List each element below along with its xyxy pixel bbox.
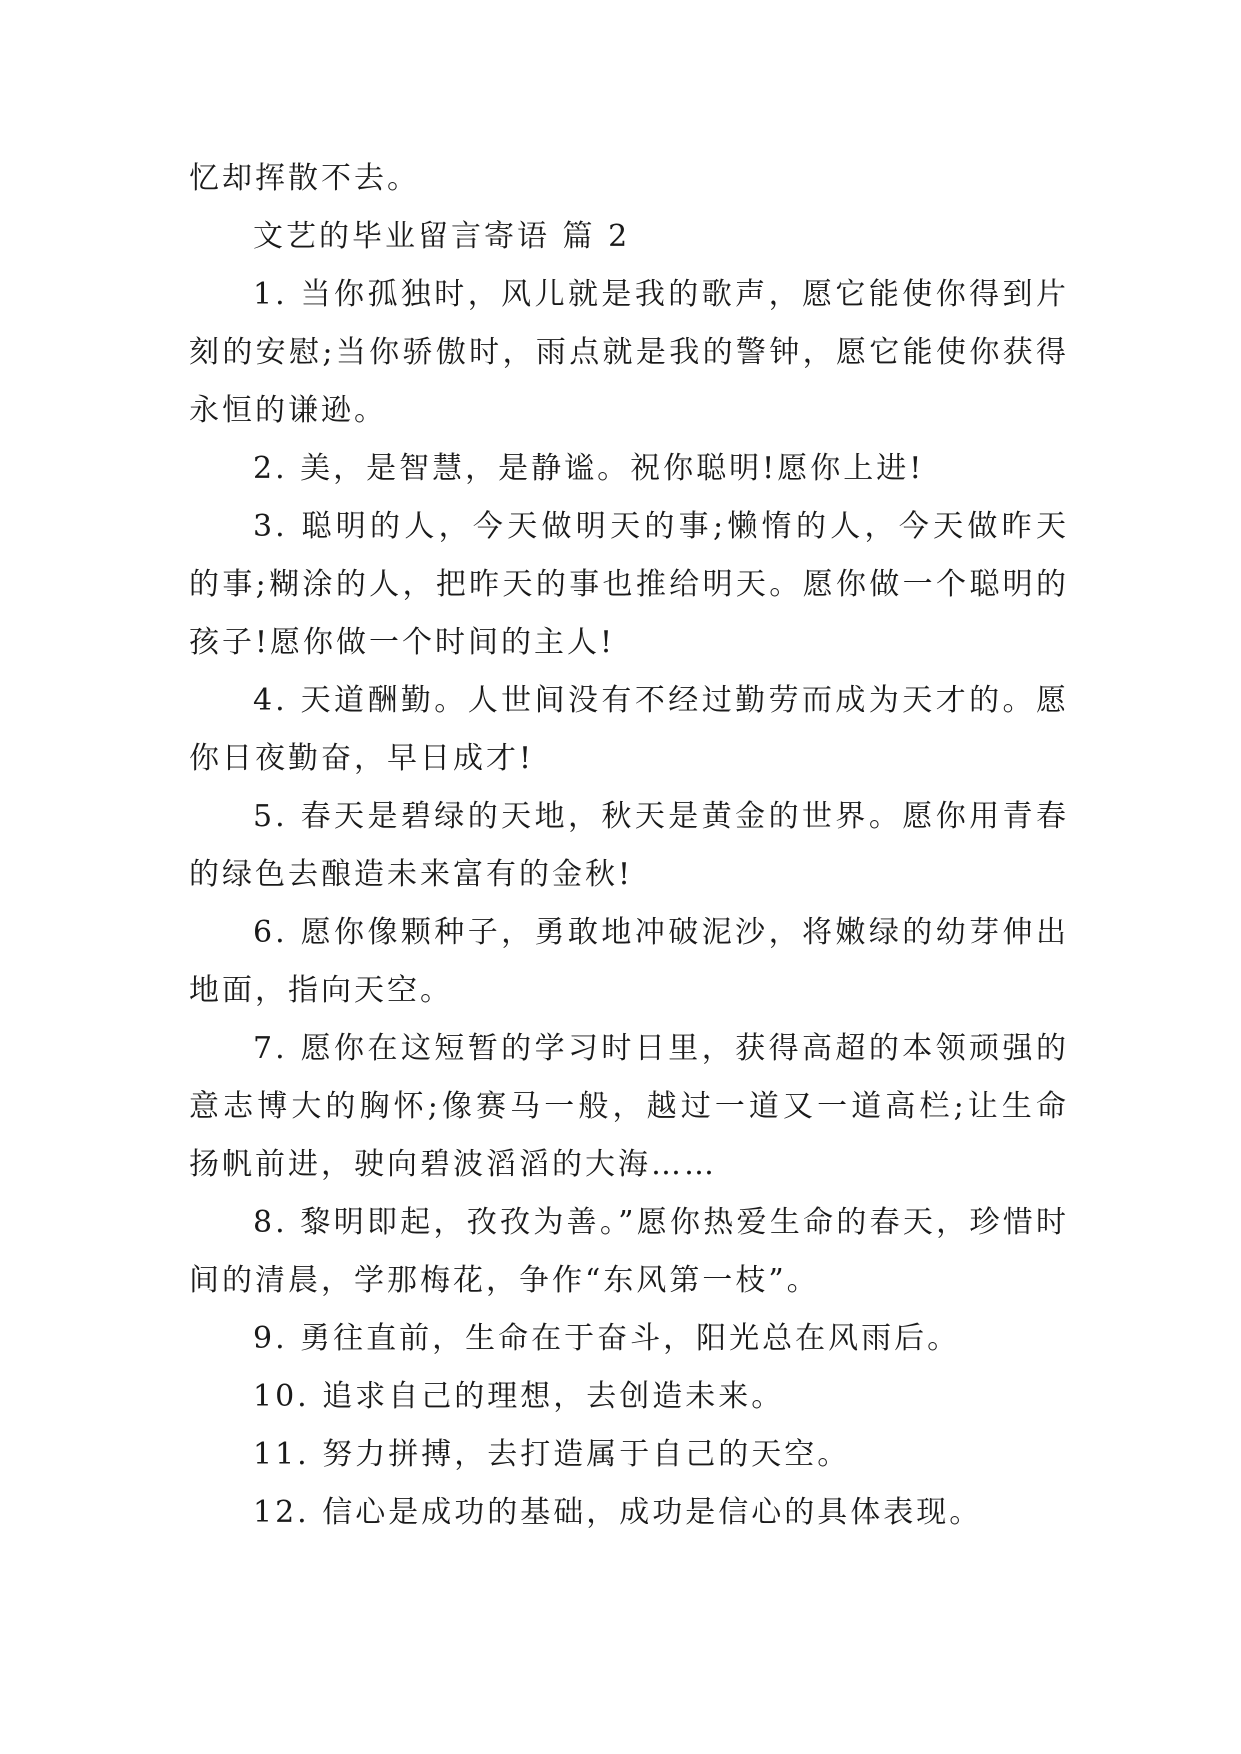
list-item: 11. 努力拼搏，去打造属于自己的天空。 <box>253 1437 851 1472</box>
list-item: 9. 勇往直前，生命在于奋斗，阳光总在风雨后。 <box>253 1321 961 1356</box>
list-item: 3. 聪明的人，今天做明天的事;懒惰的人，今天做昨天的事;糊涂的人，把昨天的事也推给明天。愿你做一个聪明的孩子!愿你做一个时间的主人! <box>189 509 1069 660</box>
list-item: 1. 当你孤独时，风儿就是我的歌声，愿它能使你得到片刻的安慰;当你骄傲时，雨点就是我的警钟，愿它能使你获得永恒的谦逊。 <box>189 277 1069 428</box>
continuation-text: 忆却挥散不去。 <box>189 161 420 196</box>
section-title: 文艺的毕业留言寄语 篇 2 <box>253 219 631 254</box>
list-item: 12. 信心是成功的基础，成功是信心的具体表现。 <box>253 1495 983 1530</box>
list-item: 6. 愿你像颗种子，勇敢地冲破泥沙，将嫩绿的幼芽伸出地面，指向天空。 <box>189 915 1069 1008</box>
list-item: 10. 追求自己的理想，去创造未来。 <box>253 1379 785 1414</box>
list-item: 7. 愿你在这短暂的学习时日里，获得高超的本领顽强的意志博大的胸怀;像赛马一般，越过一道又一道高栏;让生命扬帆前进，驶向碧波滔滔的大海…… <box>189 1031 1069 1182</box>
list-item: 5. 春天是碧绿的天地，秋天是黄金的世界。愿你用青春的绿色去酿造未来富有的金秋! <box>189 799 1069 892</box>
list-item: 4. 天道酬勤。人世间没有不经过勤劳而成为天才的。愿你日夜勤奋，早日成才! <box>189 683 1069 776</box>
list-item: 2. 美，是智慧，是静谧。祝你聪明!愿你上进! <box>253 451 925 486</box>
list-item: 8. 黎明即起，孜孜为善。”愿你热爱生命的春天，珍惜时间的清晨，学那梅花，争作“东风第一枝”。 <box>189 1205 1069 1298</box>
document-body <box>189 150 1069 1542</box>
